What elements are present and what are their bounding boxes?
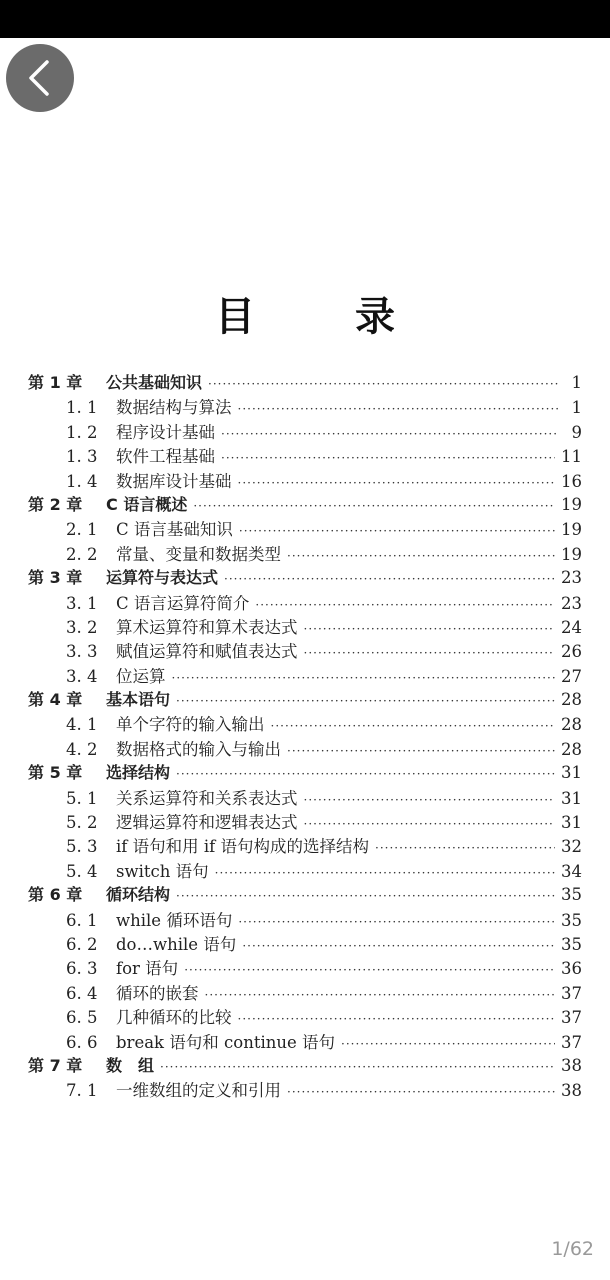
toc-section-entry[interactable] bbox=[28, 1029, 582, 1053]
entry-number: 5. 2 bbox=[66, 813, 98, 833]
entry-title: 公共基础知识 bbox=[106, 373, 203, 392]
entry-title: C 语言基础知识 bbox=[116, 520, 233, 540]
entry-title: if 语句和用 if 语句构成的选择结构 bbox=[116, 837, 370, 857]
table-of-contents bbox=[28, 370, 582, 1102]
dot-leader bbox=[176, 889, 555, 903]
entry-number: 6. 3 bbox=[66, 959, 98, 979]
back-button[interactable] bbox=[6, 44, 74, 112]
dot-leader bbox=[287, 1085, 555, 1099]
entry-number: 6. 1 bbox=[66, 910, 98, 930]
entry-page: 19 bbox=[561, 520, 582, 540]
entry-page: 24 bbox=[561, 617, 582, 637]
dot-leader bbox=[160, 1060, 555, 1074]
entry-page: 1 bbox=[571, 398, 582, 418]
entry-number: 6. 4 bbox=[66, 983, 98, 1003]
toc-chapter-entry[interactable] bbox=[28, 370, 582, 394]
entry-page: 16 bbox=[561, 471, 582, 491]
entry-title: 算术运算符和算术表达式 bbox=[116, 617, 298, 637]
dot-leader bbox=[238, 476, 556, 490]
entry-number: 2. 1 bbox=[66, 520, 98, 540]
dot-leader bbox=[224, 572, 555, 586]
entry-title: 程序设计基础 bbox=[116, 422, 215, 442]
entry-title: 关系运算符和关系表达式 bbox=[116, 788, 298, 808]
entry-title: for 语句 bbox=[116, 959, 179, 979]
entry-title: switch 语句 bbox=[116, 861, 209, 881]
entry-page: 37 bbox=[561, 1032, 582, 1052]
status-bar bbox=[0, 0, 610, 38]
entry-number: 1. 2 bbox=[66, 422, 98, 442]
toc-section-entry[interactable] bbox=[28, 931, 582, 955]
dot-leader bbox=[287, 549, 555, 563]
dot-leader bbox=[238, 1012, 556, 1026]
entry-number: 第 4 章 bbox=[28, 690, 83, 710]
entry-number: 5. 1 bbox=[66, 788, 98, 808]
dot-leader bbox=[215, 866, 555, 880]
entry-number: 5. 4 bbox=[66, 861, 98, 881]
toc-section-entry[interactable] bbox=[28, 419, 582, 443]
entry-page: 26 bbox=[561, 642, 582, 662]
dot-leader bbox=[341, 1037, 555, 1051]
toc-section-entry[interactable] bbox=[28, 516, 582, 540]
dot-leader bbox=[304, 646, 556, 660]
entry-number: 6. 6 bbox=[66, 1032, 98, 1052]
toc-section-entry[interactable] bbox=[28, 955, 582, 979]
entry-page: 23 bbox=[561, 568, 582, 588]
entry-number: 4. 1 bbox=[66, 715, 98, 735]
dot-leader bbox=[172, 671, 556, 685]
entry-number: 2. 2 bbox=[66, 544, 98, 564]
entry-title: 数据结构与算法 bbox=[116, 398, 232, 418]
entry-page: 23 bbox=[561, 593, 582, 613]
dot-leader bbox=[271, 719, 556, 733]
toc-section-entry[interactable] bbox=[28, 394, 582, 418]
entry-number: 3. 3 bbox=[66, 642, 98, 662]
entry-number: 3. 1 bbox=[66, 593, 98, 613]
toc-chapter-entry[interactable] bbox=[28, 565, 582, 589]
entry-number: 第 1 章 bbox=[28, 373, 83, 392]
toc-chapter-entry[interactable] bbox=[28, 687, 582, 711]
entry-title: 循环的嵌套 bbox=[116, 983, 199, 1003]
entry-page: 31 bbox=[561, 763, 582, 783]
toc-section-entry[interactable] bbox=[28, 833, 582, 857]
entry-page: 28 bbox=[561, 690, 582, 710]
entry-title: 数据格式的输入与输出 bbox=[116, 739, 281, 759]
entry-title: 一维数组的定义和引用 bbox=[116, 1081, 281, 1101]
entry-number: 1. 1 bbox=[66, 398, 98, 418]
entry-page: 31 bbox=[561, 788, 582, 808]
toc-chapter-entry[interactable] bbox=[28, 492, 582, 516]
entry-page: 27 bbox=[561, 666, 582, 686]
entry-number: 第 7 章 bbox=[28, 1055, 83, 1075]
dot-leader bbox=[242, 939, 555, 953]
entry-title: 选择结构 bbox=[106, 763, 171, 783]
dot-leader bbox=[255, 598, 555, 612]
entry-title: break 语句和 continue 语句 bbox=[116, 1032, 336, 1052]
toc-section-entry[interactable] bbox=[28, 907, 582, 931]
entry-title: C 语言概述 bbox=[106, 494, 188, 514]
entry-number: 第 6 章 bbox=[28, 885, 83, 905]
toc-chapter-entry[interactable] bbox=[28, 882, 582, 906]
entry-page: 31 bbox=[561, 813, 582, 833]
toc-chapter-entry[interactable] bbox=[28, 1053, 582, 1077]
entry-title: 赋值运算符和赋值表达式 bbox=[116, 642, 298, 662]
toc-section-entry[interactable] bbox=[28, 809, 582, 833]
toc-section-entry[interactable] bbox=[28, 858, 582, 882]
entry-page: 19 bbox=[561, 494, 582, 514]
entry-title: while 循环语句 bbox=[116, 910, 233, 930]
dot-leader bbox=[239, 524, 555, 538]
entry-page: 36 bbox=[561, 959, 582, 979]
toc-section-entry[interactable] bbox=[28, 468, 582, 492]
toc-section-entry[interactable] bbox=[28, 663, 582, 687]
toc-chapter-entry[interactable] bbox=[28, 760, 582, 784]
toc-section-entry[interactable] bbox=[28, 736, 582, 760]
entry-title: 数 组 bbox=[106, 1055, 155, 1075]
dot-leader bbox=[287, 744, 555, 758]
entry-title: 常量、变量和数据类型 bbox=[116, 544, 281, 564]
entry-page: 35 bbox=[561, 910, 582, 930]
entry-page: 38 bbox=[561, 1081, 582, 1101]
entry-page: 19 bbox=[561, 544, 582, 564]
entry-page: 38 bbox=[561, 1055, 582, 1075]
entry-number: 7. 1 bbox=[66, 1081, 98, 1101]
entry-title: 基本语句 bbox=[106, 690, 171, 710]
dot-leader bbox=[304, 793, 556, 807]
toc-section-entry[interactable] bbox=[28, 541, 582, 565]
entry-number: 1. 4 bbox=[66, 471, 98, 491]
dot-leader bbox=[375, 841, 555, 855]
toc-section-entry[interactable] bbox=[28, 711, 582, 735]
entry-number: 3. 4 bbox=[66, 666, 98, 686]
toc-section-entry[interactable] bbox=[28, 1004, 582, 1028]
entry-page: 37 bbox=[561, 1008, 582, 1028]
entry-page: 9 bbox=[571, 422, 582, 442]
entry-title: 几种循环的比较 bbox=[116, 1008, 232, 1028]
entry-number: 4. 2 bbox=[66, 739, 98, 759]
entry-title: 运算符与表达式 bbox=[106, 568, 219, 588]
entry-number: 3. 2 bbox=[66, 617, 98, 637]
dot-leader bbox=[238, 402, 559, 416]
entry-title: 循环结构 bbox=[106, 885, 171, 905]
dot-leader bbox=[208, 377, 558, 391]
entry-page: 11 bbox=[561, 447, 582, 467]
dot-leader bbox=[304, 622, 556, 636]
entry-number: 第 2 章 bbox=[28, 494, 83, 514]
entry-title: do…while 语句 bbox=[116, 934, 237, 954]
entry-title: 逻辑运算符和逻辑表达式 bbox=[116, 813, 298, 833]
entry-title: C 语言运算符简介 bbox=[116, 593, 250, 613]
entry-page: 28 bbox=[561, 739, 582, 759]
entry-page: 1 bbox=[571, 373, 582, 392]
entry-number: 第 5 章 bbox=[28, 763, 83, 783]
dot-leader bbox=[304, 817, 556, 831]
entry-page: 32 bbox=[561, 837, 582, 857]
dot-leader bbox=[184, 963, 555, 977]
dot-leader bbox=[205, 988, 556, 1002]
entry-number: 5. 3 bbox=[66, 837, 98, 857]
dot-leader bbox=[238, 915, 555, 929]
toc-section-entry[interactable] bbox=[28, 614, 582, 638]
entry-number: 6. 5 bbox=[66, 1008, 98, 1028]
chevron-left-icon bbox=[6, 44, 74, 112]
entry-number: 6. 2 bbox=[66, 934, 98, 954]
entry-page: 35 bbox=[561, 885, 582, 905]
entry-page: 37 bbox=[561, 983, 582, 1003]
entry-number: 第 3 章 bbox=[28, 568, 83, 588]
toc-section-entry[interactable] bbox=[28, 590, 582, 614]
toc-section-entry[interactable] bbox=[28, 1077, 582, 1101]
entry-page: 28 bbox=[561, 715, 582, 735]
dot-leader bbox=[221, 451, 555, 465]
dot-leader bbox=[221, 427, 558, 441]
entry-number: 1. 3 bbox=[66, 447, 98, 467]
entry-page: 35 bbox=[561, 934, 582, 954]
entry-title: 单个字符的输入输出 bbox=[116, 715, 265, 735]
dot-leader bbox=[193, 499, 555, 513]
entry-title: 软件工程基础 bbox=[116, 447, 215, 467]
dot-leader bbox=[176, 694, 555, 708]
toc-section-entry[interactable] bbox=[28, 443, 582, 467]
entry-page: 34 bbox=[561, 861, 582, 881]
toc-section-entry[interactable] bbox=[28, 638, 582, 662]
toc-section-entry[interactable] bbox=[28, 785, 582, 809]
dot-leader bbox=[176, 767, 555, 781]
page-title: 目 录 bbox=[215, 293, 425, 340]
page-indicator: 1/62 bbox=[551, 1238, 594, 1260]
entry-title: 位运算 bbox=[116, 666, 166, 686]
entry-title: 数据库设计基础 bbox=[116, 471, 232, 491]
toc-section-entry[interactable] bbox=[28, 980, 582, 1004]
